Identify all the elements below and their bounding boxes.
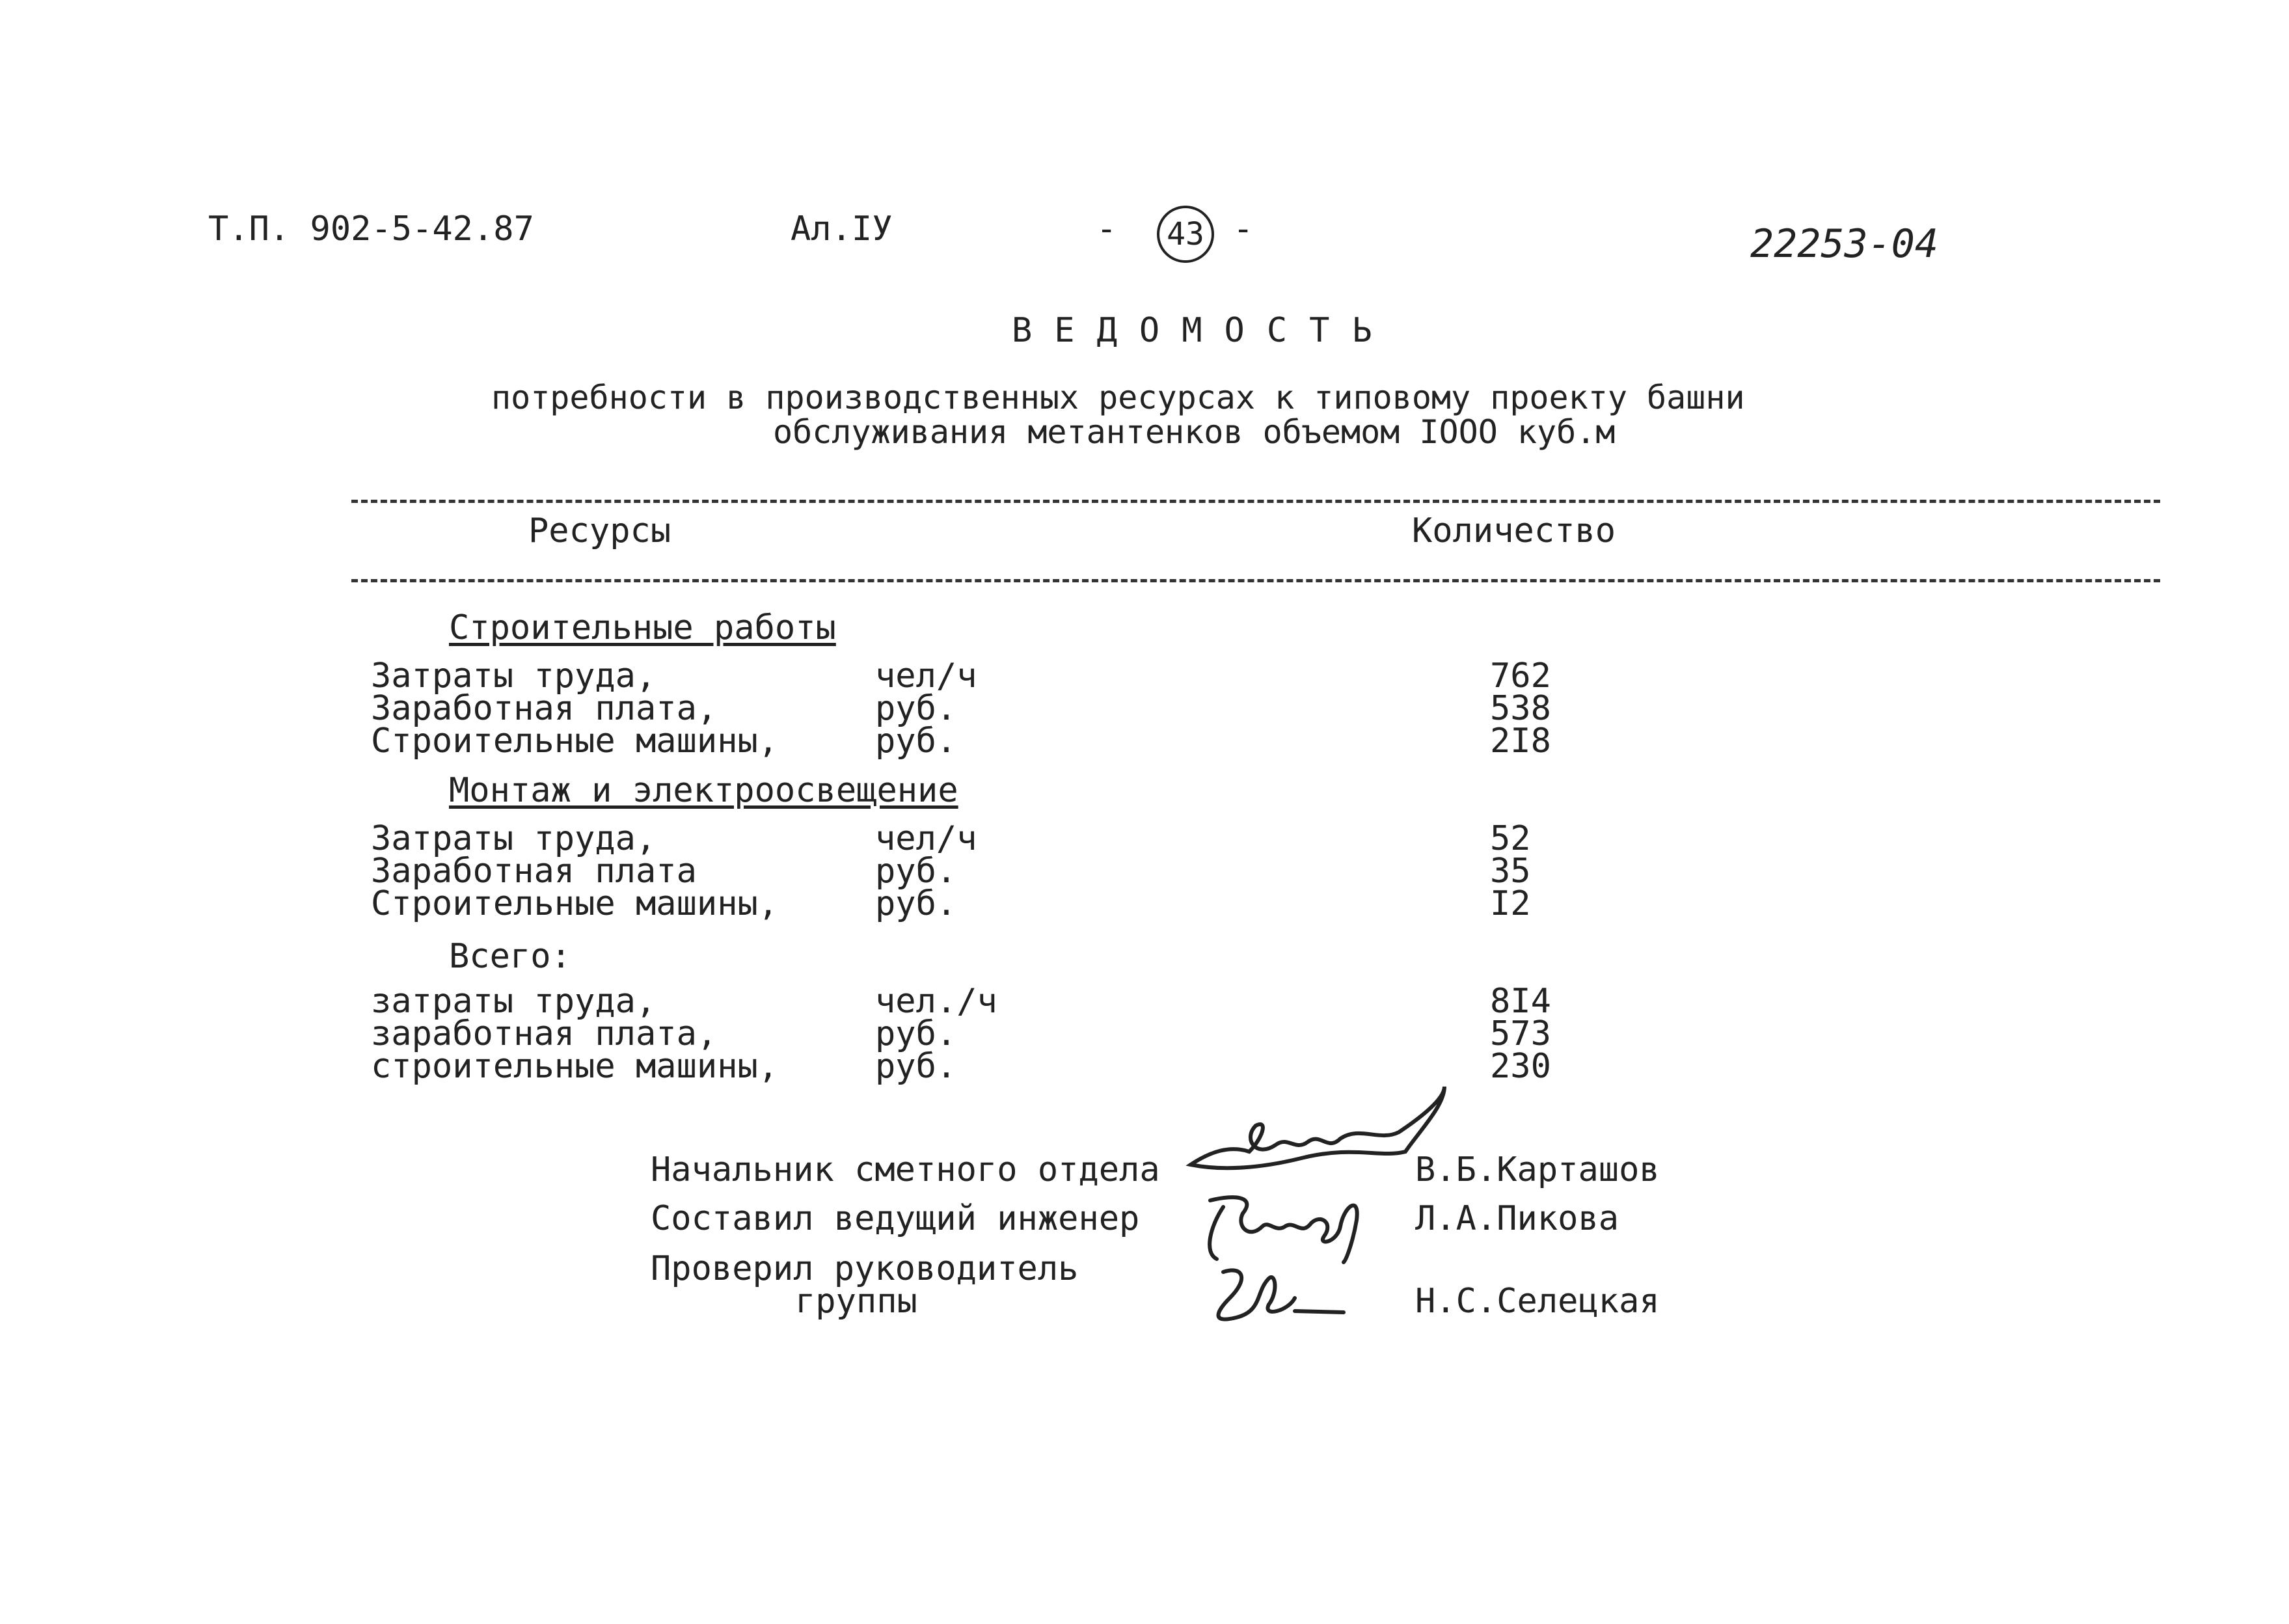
resource-name: Затраты труда, <box>371 819 657 858</box>
dash-left: - <box>1096 210 1117 249</box>
resource-unit: чел/ч <box>875 819 977 858</box>
archive-number: 22253-04 <box>1750 221 1938 267</box>
signer-title-1: Начальник сметного отдела <box>651 1150 1160 1189</box>
resource-unit: руб. <box>875 1014 957 1053</box>
resource-quantity: 762 <box>1490 656 1551 696</box>
signature-3-icon <box>1197 1252 1379 1331</box>
dash-right: - <box>1233 210 1254 249</box>
resource-quantity: 35 <box>1490 852 1531 891</box>
resource-quantity: 2I8 <box>1490 722 1551 761</box>
resource-name: Заработная плата <box>371 852 697 891</box>
resource-unit: руб. <box>875 852 957 891</box>
resource-name: Затраты труда, <box>371 656 657 696</box>
signer-name-2: Л.А.Пикова <box>1415 1199 1619 1238</box>
document-code: Т.П. 902-5-42.87 <box>208 210 534 249</box>
resource-unit: чел./ч <box>875 982 997 1021</box>
resource-quantity: 538 <box>1490 689 1551 728</box>
signer-title-2: Составил ведущий инженер <box>651 1199 1140 1238</box>
resource-name: строительные машины, <box>371 1047 779 1086</box>
resource-quantity: I2 <box>1490 884 1531 923</box>
divider-bottom <box>351 579 2160 582</box>
signer-name-1: В.Б.Карташов <box>1415 1150 1660 1189</box>
resource-quantity: 230 <box>1490 1047 1551 1086</box>
resource-name: Строительные машины, <box>371 722 779 761</box>
page-number: 43 <box>1157 206 1214 263</box>
subtitle-line-1: потребности в производственных ресурсах к типовому проекту башни <box>491 379 1745 416</box>
resource-quantity: 52 <box>1490 819 1531 858</box>
section-title-construction: Строительные работы <box>449 608 836 647</box>
album-number: Ал.IУ <box>791 210 893 249</box>
resource-name: затраты труда, <box>371 982 657 1021</box>
page-title: ВЕДОМОСТЬ <box>1012 311 1394 350</box>
resource-name: Заработная плата, <box>371 689 718 728</box>
subtitle-line-2: обслуживания метантенков объемом IOOO куб.м <box>773 413 1616 451</box>
resource-unit: руб. <box>875 884 957 923</box>
divider-top <box>351 500 2160 503</box>
resource-quantity: 8I4 <box>1490 982 1551 1021</box>
section-title-electrical: Монтаж и электроосвещение <box>449 771 958 810</box>
resource-quantity: 573 <box>1490 1014 1551 1053</box>
resource-unit: руб. <box>875 722 957 761</box>
column-header-resources: Ресурсы <box>528 511 671 550</box>
signer-name-3: Н.С.Селецкая <box>1415 1282 1660 1321</box>
resource-unit: руб. <box>875 689 957 728</box>
signer-title-3-line-1: Проверил руководитель <box>651 1249 1079 1288</box>
resource-unit: чел/ч <box>875 656 977 696</box>
resource-name: Строительные машины, <box>371 884 779 923</box>
resource-unit: руб. <box>875 1047 957 1086</box>
section-title-total: Всего: <box>449 937 571 976</box>
resource-name: заработная плата, <box>371 1014 718 1053</box>
signer-title-3-line-2: группы <box>795 1282 917 1321</box>
column-header-quantity: Количество <box>1412 511 1616 550</box>
